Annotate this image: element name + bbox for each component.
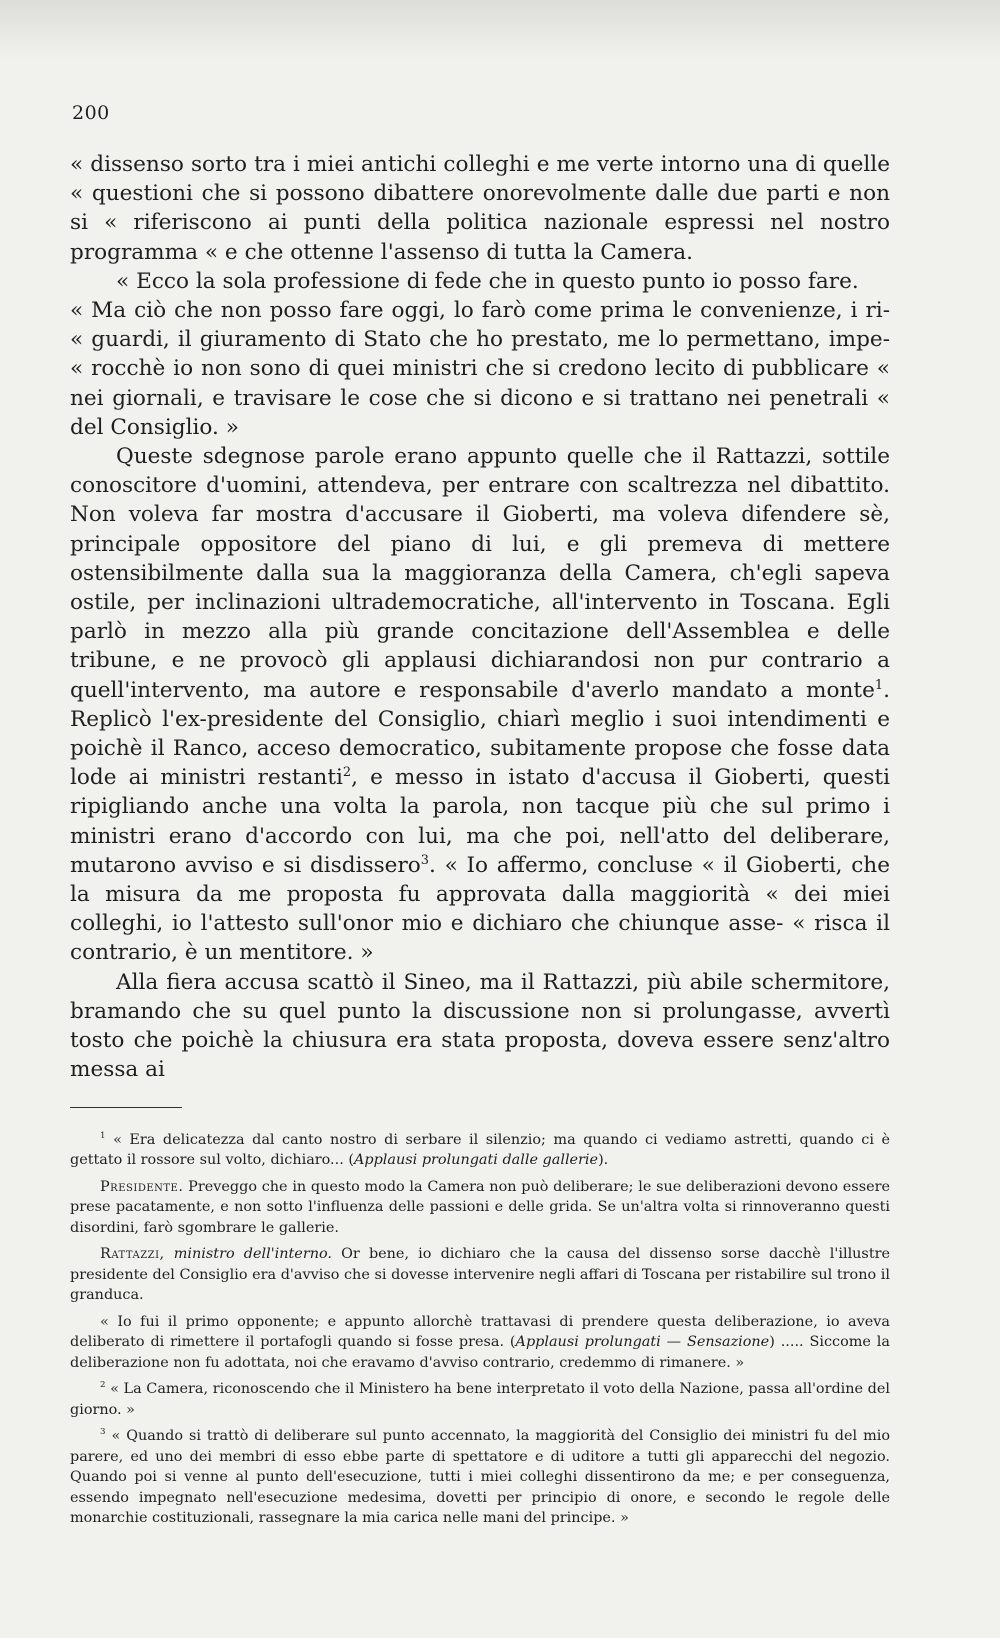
paragraph-4-part-c: , e messo in istato d'accusa il Gioberti, questi ripigliando anche una volta la parola, non tacque più che sul primo i ministri erano d'accordo con lui, ma che poi, nell'atto del deliberare, mutarono avviso e si disdissero (70, 765, 890, 878)
continuation-end: ) ..... Siccome la deliberazione non fu adottata, noi che eravamo d'avviso contrario, credemmo di rimanere. » (70, 1334, 890, 1371)
paragraph-4 (70, 442, 890, 968)
footnote-1-rattazzi (70, 1244, 890, 1306)
main-text (70, 150, 890, 1085)
paragraph-3: « Ma ciò che non posso fare oggi, lo farò come prima le convenienze, i ri- « guardi, il giuramento di Stato che ho prestato, me lo permettano, impe- « rocchè io non sono di quei ministri che si credono lecito di pubblicare « nei giornali, e travisare le cose che si dicono e si trattano nei penetrali « del Consiglio. » (70, 298, 890, 440)
footnote-number-2: 2 (100, 1380, 106, 1391)
footnote-separator (70, 1107, 182, 1108)
footnote-1-text: « Era delicatezza dal canto nostro di serbare il silenzio; ma quando ci vediamo astretti, quando ci è gettato il rossore sul volto, dichiaro... ( (70, 1131, 890, 1168)
rattazzi-text: Or bene, io dichiaro che la causa del dissenso sorse dacchè l'illustre presidente del Consiglio era d'avviso che si dovesse intervenire negli affari di Toscana per ristabilire sul trono il granduca. (70, 1246, 890, 1303)
footnote-ref-3: 3 (420, 852, 430, 868)
page-number: 200 (72, 102, 110, 124)
footnote-3-text: « Quando si trattò di deliberare sul punto accennato, la maggiorità del Consiglio dei ministri fu del mio parere, ed uno dei membri di esso ebbe parte di spettatore e di uditore a tutti gli apparecchi del negozio. Quando poi si venne al punto dell'esecuzione, tutti i miei colleghi dissentirono da me; e per conseguenza, essendo impegnato nell'esecuzione medesima, dovetti per principio di onore, e secondo le regole delle monarchie costituzionali, rassegnare la mia carica nelle mani del principe. » (70, 1428, 890, 1526)
footnote-number-3: 3 (100, 1427, 106, 1438)
footnote-1-end: ). (598, 1152, 609, 1168)
paragraph-5: Alla fiera accusa scattò il Sineo, ma il Rattazzi, più abile schermitore, bramando che su quel punto la discussione non si prolungasse, avvertì tosto che poichè la chiusura era stata proposta, doveva essere senz'altro messa ai (70, 969, 890, 1083)
footnote-1 (70, 1130, 890, 1171)
footnote-ref-2: 2 (342, 765, 352, 781)
footnote-1-italic: Applausi prolungati dalle gallerie (353, 1152, 599, 1168)
paragraph-4-part-d: . « Io affermo, concluse « il Gioberti, che la misura da me proposta fu approvata dalla maggiorità « dei miei colleghi, io l'attesto sull'onor mio e dichiaro che chiunque asse- « risca il contrario, è un mentitore. » (70, 852, 890, 966)
paragraph-2: « Ecco la sola professione di fede che in questo punto io posso fare. (116, 268, 859, 294)
continuation-text: « Io fui il primo opponente; e appunto allorchè trattavasi di prendere questa deliberazione, io aveva deliberato di rimettere il portafogli quando si fosse presa. ( (70, 1313, 890, 1350)
presidente-text: Preveggo che in questo modo la Camera non può deliberare; le sue deliberazioni devono essere prese pacatamente, e non sotto l'influenza delle passioni e delle grida. Se un'altra volta si rinnoveranno questi disordini, farò sgombrare le gallerie. (70, 1178, 890, 1236)
paragraph-4-part-a: Queste sdegnose parole erano appunto quelle che il Rattazzi, sottile conoscitore d'uomini, attendeva, per entrare con scaltrezza nel dibattito. Non voleva far mostra d'accusare il Gioberti, ma voleva difendere sè, principale oppositore del piano di lui, e gli premeva di mettere ostensibilmente dalla sua la maggioranza della Camera, ch'egli sapeva ostile, per inclinazioni ultrademocratiche, all'intervento in Toscana. Egli parlò in mezzo alla più grande concitazione dell'Assemblea e delle tribune, e ne provocò gli applausi dichiarandosi non pur contrario a quell'intervento, ma autore e responsabile d'averlo mandato a monte (70, 444, 890, 703)
footnote-2 (70, 1379, 890, 1420)
footnote-2-text: « La Camera, riconoscendo che il Ministero ha bene interpretato il voto della Nazione, passa all'ordine del giorno. » (70, 1381, 890, 1418)
paragraph-4-part-b: . Replicò l'ex-presidente del Consiglio, chiarì meglio i suoi intendimenti e poichè il Ranco, acceso democratico, subitamente propose che fosse data lode ai ministri restanti (70, 677, 890, 791)
footnote-1-continuation (70, 1312, 890, 1374)
continuation-italic: Applausi prolungati — Sensazione (515, 1334, 770, 1350)
footnotes (70, 1130, 890, 1529)
footnote-number-1: 1 (100, 1130, 106, 1141)
footnote-ref-1: 1 (874, 677, 884, 693)
footnote-1-presidente (70, 1177, 890, 1239)
speaker-rattazzi: Rattazzi, (100, 1246, 165, 1262)
paragraph-1: « dissenso sorto tra i miei antichi colleghi e me verte intorno una di quelle « questioni che si possono dibattere onorevolmente dalle due parti e non si « riferiscono ai punti della politica nazionale espressi nel nostro programma « e che ottenne l'assenso di tutta la Camera. (70, 152, 890, 265)
rattazzi-role: ministro dell'interno. (164, 1246, 332, 1262)
speaker-presidente: Presidente. (100, 1178, 184, 1195)
footnote-3 (70, 1426, 890, 1529)
